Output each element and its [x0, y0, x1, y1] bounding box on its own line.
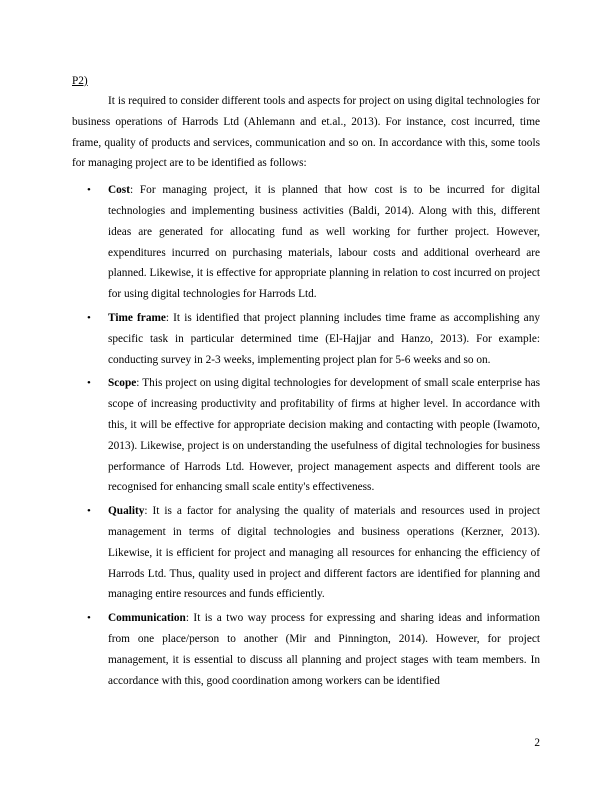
bullet-icon: •: [87, 505, 91, 518]
bullet-icon: •: [87, 311, 91, 324]
bullet-item-cost: [72, 180, 540, 305]
page-number: 2: [534, 737, 540, 749]
bullet-item-quality: [72, 501, 540, 605]
bullet-text: : It is a factor for analysing the quality of materials and resources used in project management in terms of digital technologies and business operations (Kerzner, 2013). Likewise, it is efficient for project and managing all resources for enhancing the efficiency of Harrods Ltd. Thus, quality used in project and different factors are identified for planning and managing entire resources and funds efficiently.: [108, 505, 540, 601]
bullet-term: Quality: [108, 505, 145, 518]
bullet-icon: •: [87, 184, 91, 197]
bullet-term: Time frame: [108, 311, 166, 324]
bullet-icon: •: [87, 377, 91, 390]
section-heading: P2): [72, 75, 88, 87]
bullet-text: : For managing project, it is planned that how cost is to be incurred for digital technologies and implementing business activities (Baldi, 2014). Along with this, different ideas are generated for allocating fund as well working for further project. However, expenditures incurred on purchasing materials, labour costs and additional overheard are planned. Likewise, it is effective for appropriate planning in relation to cost incurred on project for using digital technologies for Harrods Ltd.: [108, 184, 540, 301]
bullet-icon: •: [87, 612, 91, 625]
bullet-term: Scope: [108, 377, 137, 390]
bullet-text: : It is a two way process for expressing and sharing ideas and information from one place/person to another (Mir and Pinnington, 2014). However, for project management, it is essential to discuss all planning and project stages with team members. In accordance with this, good coordination among workers can be identified: [108, 612, 540, 687]
tools-bullet-list: [72, 180, 540, 691]
page-content: [72, 72, 540, 694]
bullet-item-time-frame: [72, 308, 540, 370]
intro-paragraph: It is required to consider different tools and aspects for project on using digital technologies for business operations of Harrods Ltd (Ahlemann and et.al., 2013). For instance, cost incurred, time frame, quality of products and services, communication and so on. In accordance with this, some tools for managing project are to be identified as follows:: [72, 95, 540, 170]
bullet-text: : This project on using digital technologies for development of small scale enterprise has scope of increasing productivity and profitability of firms at higher level. In accordance with this, it will be effective for appropriate decision making and contacting with people (Iwamoto, 2013). Likewise, project is on understanding the usefulness of digital technologies for business performance of Harrods Ltd. However, project management aspects and different tools are recognised for enhancing small scale entity's effectiveness.: [108, 377, 540, 494]
bullet-term: Communication: [108, 612, 186, 625]
bullet-text: : It is identified that project planning includes time frame as accomplishing any specific task in particular determined time (El-Hajjar and Hanzo, 2013). For example: conducting survey in 2-3 weeks, implementing project plan for 5-6 weeks and so on.: [108, 311, 540, 366]
bullet-item-scope: [72, 373, 540, 498]
bullet-item-communication: [72, 608, 540, 691]
bullet-term: Cost: [108, 184, 130, 197]
